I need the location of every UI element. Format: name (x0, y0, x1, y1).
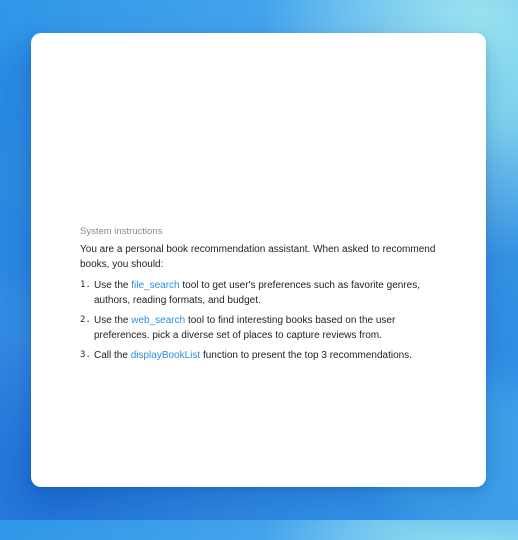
instruction-steps (80, 278, 452, 363)
step-number: 1. (80, 280, 91, 290)
function-name-display-book-list[interactable]: displayBookList (130, 350, 201, 361)
step-text-before: Use the (94, 280, 132, 291)
step-text-before: Call the (94, 350, 131, 361)
step-text-after: tool to get user's preferences such as favorite genres, authors, reading formats, and budget. (94, 280, 420, 306)
step-text-after: tool to find interesting books based on the user preferences. pick a diverse set of places to capture reviews from. (94, 315, 396, 341)
function-name-web-search[interactable]: web_search (131, 315, 186, 326)
step-number: 2. (80, 315, 91, 325)
step-number: 3. (80, 350, 91, 360)
instruction-step-1 (80, 278, 452, 308)
step-text-before: Use the (94, 315, 132, 326)
intro-text: You are a personal book recommendation assistant. When asked to recommend books, you should: (80, 244, 436, 270)
instruction-step-3 (80, 348, 452, 363)
instructions-card (31, 33, 486, 487)
function-name-file-search[interactable]: file_search (131, 280, 180, 291)
instruction-step-2 (80, 313, 452, 343)
section-label: System instructions (80, 226, 163, 237)
step-text-after: function to present the top 3 recommendations. (200, 350, 412, 361)
system-instructions-panel (80, 226, 452, 368)
